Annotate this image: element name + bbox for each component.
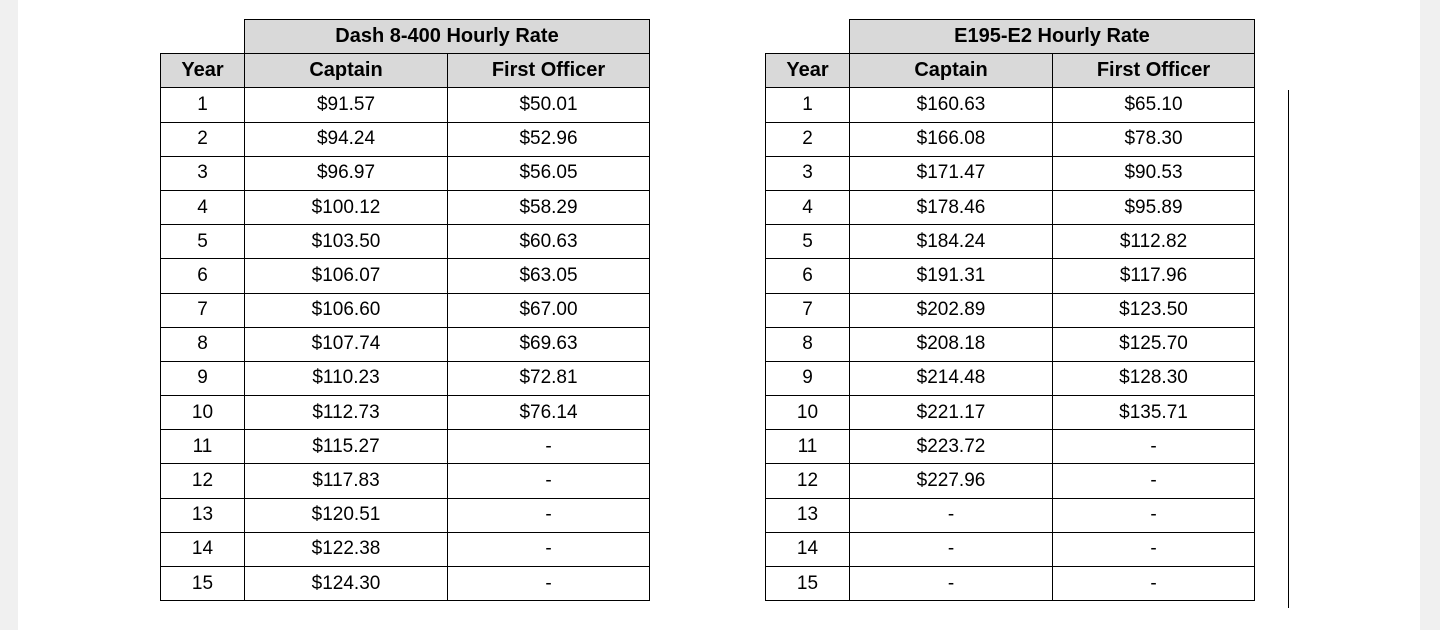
table-body: [161, 88, 650, 601]
captain-rate-cell: $115.27: [245, 430, 448, 464]
first-officer-rate-cell: $60.63: [448, 225, 650, 259]
table-row: [161, 190, 650, 224]
first-officer-rate-cell: $123.50: [1053, 293, 1255, 327]
year-cell: 3: [766, 156, 850, 190]
table-row: [161, 567, 650, 601]
table-row: [161, 327, 650, 361]
table-title: E195-E2 Hourly Rate: [850, 20, 1255, 54]
table-row: [161, 122, 650, 156]
captain-rate-cell: $107.74: [245, 327, 448, 361]
first-officer-header: First Officer: [448, 54, 650, 88]
first-officer-rate-cell: -: [1053, 430, 1255, 464]
year-cell: 11: [766, 430, 850, 464]
margin-rule: [1288, 90, 1289, 608]
year-cell: 5: [161, 225, 245, 259]
first-officer-rate-cell: $63.05: [448, 259, 650, 293]
captain-rate-cell: $160.63: [850, 88, 1053, 122]
year-cell: 4: [161, 190, 245, 224]
first-officer-rate-cell: $69.63: [448, 327, 650, 361]
year-cell: 9: [161, 361, 245, 395]
year-cell: 15: [161, 567, 245, 601]
year-cell: 10: [161, 396, 245, 430]
captain-rate-cell: $208.18: [850, 327, 1053, 361]
captain-rate-cell: $110.23: [245, 361, 448, 395]
first-officer-rate-cell: -: [1053, 464, 1255, 498]
captain-rate-cell: $166.08: [850, 122, 1053, 156]
captain-rate-cell: $106.60: [245, 293, 448, 327]
first-officer-rate-cell: $125.70: [1053, 327, 1255, 361]
captain-rate-cell: $96.97: [245, 156, 448, 190]
first-officer-rate-cell: $112.82: [1053, 225, 1255, 259]
captain-rate-cell: -: [850, 498, 1053, 532]
year-cell: 1: [161, 88, 245, 122]
year-header: Year: [161, 54, 245, 88]
table-row: [161, 498, 650, 532]
year-cell: 6: [161, 259, 245, 293]
table-row: [766, 225, 1255, 259]
table-body: [766, 88, 1255, 601]
year-cell: 6: [766, 259, 850, 293]
first-officer-rate-cell: $78.30: [1053, 122, 1255, 156]
first-officer-rate-cell: $67.00: [448, 293, 650, 327]
first-officer-rate-cell: -: [1053, 532, 1255, 566]
captain-rate-cell: $124.30: [245, 567, 448, 601]
year-cell: 10: [766, 396, 850, 430]
captain-rate-cell: $91.57: [245, 88, 448, 122]
captain-rate-cell: $112.73: [245, 396, 448, 430]
table-row: [766, 430, 1255, 464]
blank-corner-cell: [161, 20, 245, 54]
first-officer-rate-cell: $128.30: [1053, 361, 1255, 395]
captain-rate-cell: $178.46: [850, 190, 1053, 224]
year-cell: 7: [766, 293, 850, 327]
e195-rate-table: [765, 19, 1255, 601]
captain-rate-cell: -: [850, 567, 1053, 601]
table-row: [161, 156, 650, 190]
first-officer-rate-cell: $50.01: [448, 88, 650, 122]
year-cell: 14: [766, 532, 850, 566]
first-officer-rate-cell: $58.29: [448, 190, 650, 224]
captain-rate-cell: $120.51: [245, 498, 448, 532]
year-cell: 8: [766, 327, 850, 361]
year-cell: 1: [766, 88, 850, 122]
table-title: Dash 8-400 Hourly Rate: [245, 20, 650, 54]
captain-rate-cell: $221.17: [850, 396, 1053, 430]
blank-corner-cell: [766, 20, 850, 54]
first-officer-header: First Officer: [1053, 54, 1255, 88]
first-officer-rate-cell: $76.14: [448, 396, 650, 430]
captain-rate-cell: $227.96: [850, 464, 1053, 498]
table-row: [161, 361, 650, 395]
table-row: [161, 225, 650, 259]
captain-rate-cell: $223.72: [850, 430, 1053, 464]
table-row: [766, 259, 1255, 293]
column-header-row: [766, 54, 1255, 88]
captain-rate-cell: -: [850, 532, 1053, 566]
year-cell: 13: [766, 498, 850, 532]
year-cell: 9: [766, 361, 850, 395]
table-row: [766, 464, 1255, 498]
first-officer-rate-cell: $90.53: [1053, 156, 1255, 190]
first-officer-rate-cell: $72.81: [448, 361, 650, 395]
captain-rate-cell: $117.83: [245, 464, 448, 498]
year-cell: 14: [161, 532, 245, 566]
table-row: [161, 532, 650, 566]
first-officer-rate-cell: $56.05: [448, 156, 650, 190]
table-row: [766, 532, 1255, 566]
captain-rate-cell: $191.31: [850, 259, 1053, 293]
year-cell: 11: [161, 430, 245, 464]
year-cell: 12: [161, 464, 245, 498]
table-row: [161, 396, 650, 430]
table-row: [766, 567, 1255, 601]
table-row: [766, 361, 1255, 395]
year-header: Year: [766, 54, 850, 88]
first-officer-rate-cell: -: [448, 430, 650, 464]
year-cell: 13: [161, 498, 245, 532]
captain-rate-cell: $106.07: [245, 259, 448, 293]
year-cell: 15: [766, 567, 850, 601]
table-row: [766, 396, 1255, 430]
first-officer-rate-cell: $117.96: [1053, 259, 1255, 293]
captain-rate-cell: $184.24: [850, 225, 1053, 259]
dash8-rate-table: [160, 19, 650, 601]
year-cell: 4: [766, 190, 850, 224]
captain-rate-cell: $202.89: [850, 293, 1053, 327]
captain-rate-cell: $94.24: [245, 122, 448, 156]
captain-header: Captain: [245, 54, 448, 88]
table-row: [161, 293, 650, 327]
table-row: [161, 88, 650, 122]
table-row: [766, 293, 1255, 327]
captain-rate-cell: $171.47: [850, 156, 1053, 190]
column-header-row: [161, 54, 650, 88]
first-officer-rate-cell: -: [1053, 498, 1255, 532]
captain-rate-cell: $100.12: [245, 190, 448, 224]
document-page: [18, 0, 1420, 630]
table-row: [161, 259, 650, 293]
table-title-row: [766, 20, 1255, 54]
year-cell: 3: [161, 156, 245, 190]
table-row: [766, 327, 1255, 361]
year-cell: 8: [161, 327, 245, 361]
first-officer-rate-cell: $135.71: [1053, 396, 1255, 430]
table-row: [766, 498, 1255, 532]
first-officer-rate-cell: -: [448, 464, 650, 498]
first-officer-rate-cell: -: [448, 532, 650, 566]
table-title-row: [161, 20, 650, 54]
year-cell: 12: [766, 464, 850, 498]
year-cell: 2: [161, 122, 245, 156]
year-cell: 2: [766, 122, 850, 156]
captain-rate-cell: $122.38: [245, 532, 448, 566]
year-cell: 5: [766, 225, 850, 259]
captain-rate-cell: $214.48: [850, 361, 1053, 395]
first-officer-rate-cell: $65.10: [1053, 88, 1255, 122]
table-row: [766, 156, 1255, 190]
table-row: [766, 122, 1255, 156]
year-cell: 7: [161, 293, 245, 327]
table-row: [161, 464, 650, 498]
first-officer-rate-cell: -: [448, 498, 650, 532]
captain-rate-cell: $103.50: [245, 225, 448, 259]
table-row: [766, 190, 1255, 224]
first-officer-rate-cell: $52.96: [448, 122, 650, 156]
table-row: [766, 88, 1255, 122]
captain-header: Captain: [850, 54, 1053, 88]
first-officer-rate-cell: $95.89: [1053, 190, 1255, 224]
first-officer-rate-cell: -: [448, 567, 650, 601]
table-row: [161, 430, 650, 464]
first-officer-rate-cell: -: [1053, 567, 1255, 601]
